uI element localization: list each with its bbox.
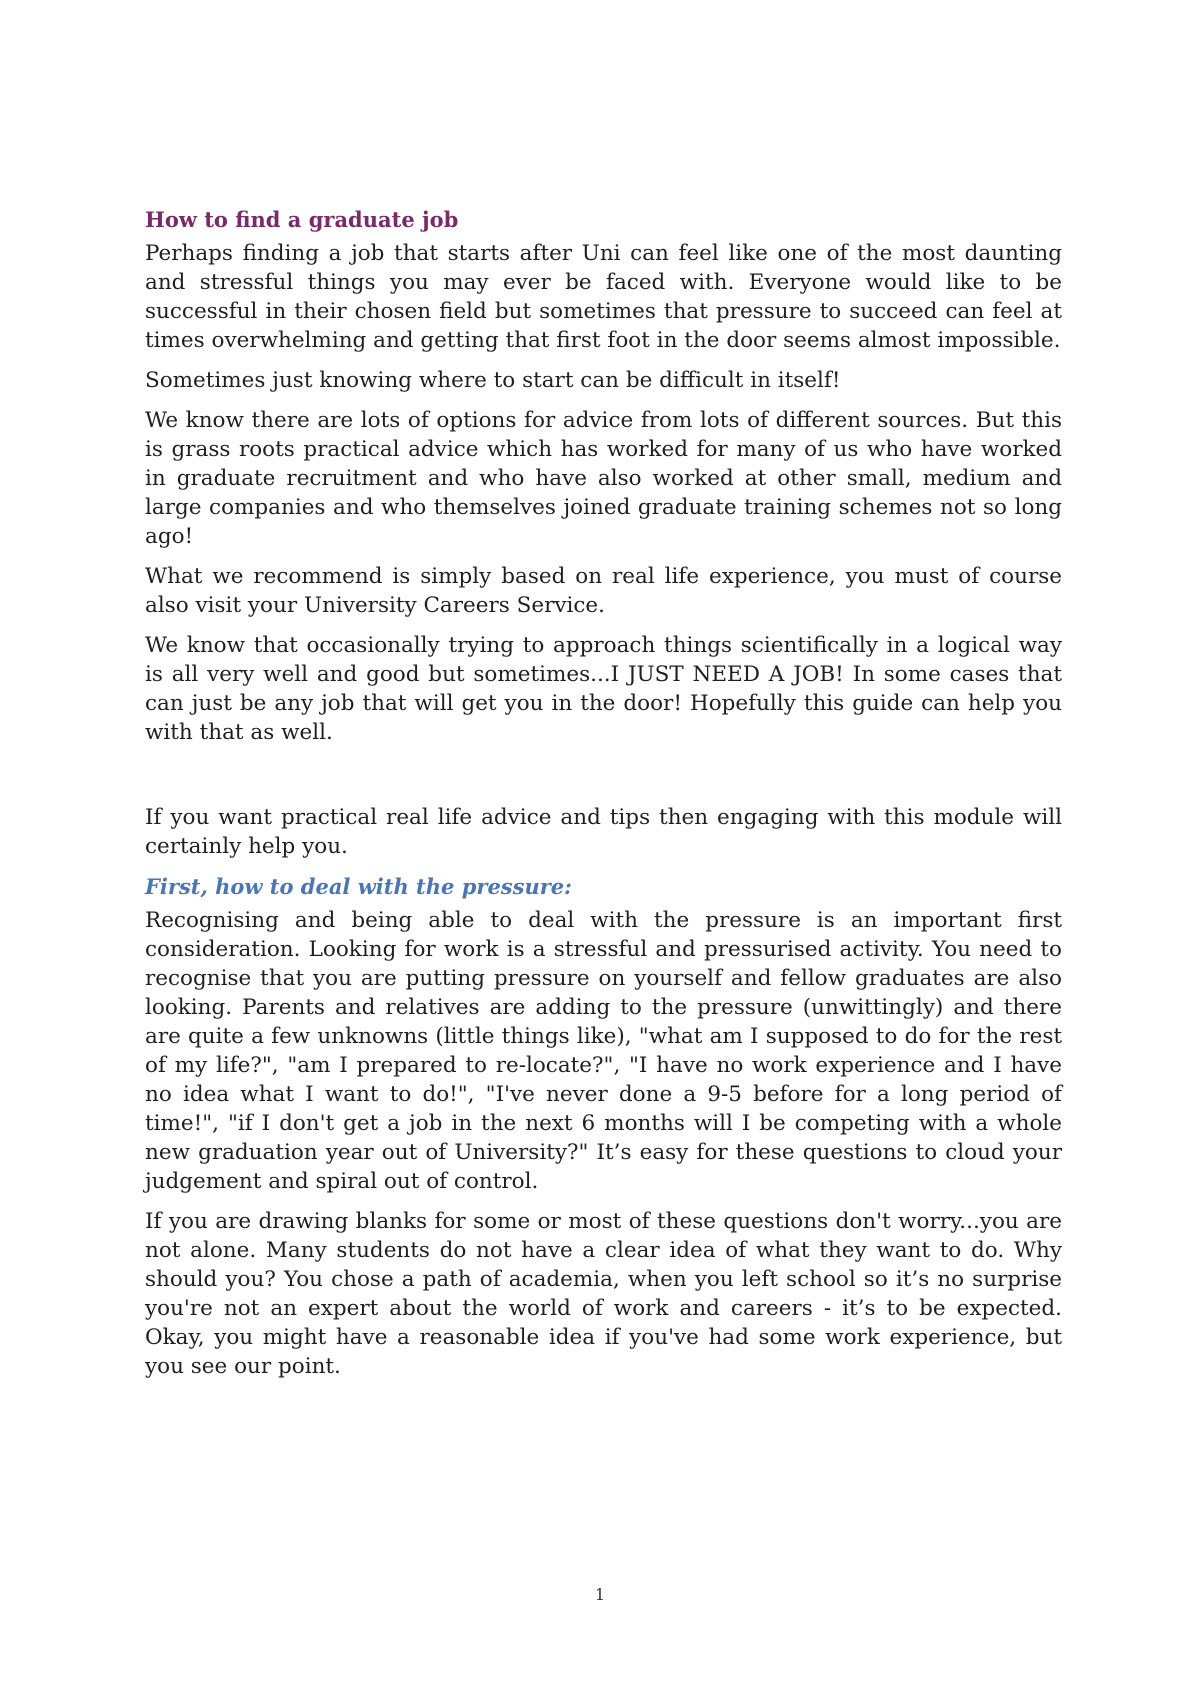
intro-paragraph-5: We know that occasionally trying to approach things scientifically in a logical way is all very well and good but sometimes...I JUST NEED A JOB! In some cases that can just be any job that will get you in the door! Hopefully this guide can help you with that as well. — [145, 633, 1062, 745]
intro-paragraph-1: Perhaps finding a job that starts after Uni can feel like one of the most daunting and stressful things you may ever be faced with. Everyone would like to be successful in their chosen field but sometimes that pressure to succeed can feel at times overwhelming and getting that first foot in the door seems almost impossible. — [145, 241, 1062, 353]
page-number: 1 — [594, 1585, 606, 1604]
paragraph-spacer — [145, 758, 1062, 803]
document-title: How to find a graduate job — [145, 207, 459, 232]
intro-paragraph-2: Sometimes just knowing where to start can be difficult in itself! — [145, 368, 841, 393]
document-page — [145, 205, 1062, 1392]
intro-paragraph-4: What we recommend is simply based on real life experience, you must of course also visit your University Careers Service. — [145, 564, 1062, 618]
intro-paragraph-3: We know there are lots of options for advice from lots of different sources. But this is grass roots practical advice which has worked for many of us who have worked in graduate recruitment and who have also worked at other small, medium and large companies and who themselves joined graduate training schemes not so long ago! — [145, 408, 1062, 549]
pressure-paragraph-1: Recognising and being able to deal with the pressure is an important first consideration. Looking for work is a stressful and pressurised activity. You need to recognise that you are putting pressure on yourself and fellow graduates are also looking. Parents and relatives are adding to the pressure (unwittingly) and there are quite a few unknowns (little things like), "what am I supposed to do for the rest of my life?", "am I prepared to re-locate?", "I have no work experience and I have no idea what I want to do!", "I've never done a 9-5 before for a long period of time!", "if I don't get a job in the next 6 months will I be competing with a whole new graduation year out of University?" It’s easy for these questions to cloud your judgement and spiral out of control. — [145, 908, 1062, 1194]
practical-advice-paragraph: If you want practical real life advice and tips then engaging with this module will certainly help you. — [145, 805, 1062, 859]
pressure-paragraph-2: If you are drawing blanks for some or most of these questions don't worry...you are not alone. Many students do not have a clear idea of what they want to do. Why should you? You chose a path of academia, when you left school so it’s no surprise you're not an expert about the world of work and careers - it’s to be expected. Okay, you might have a reasonable idea if you've had some work experience, but you see our point. — [145, 1209, 1062, 1379]
section-heading: First, how to deal with the pressure: — [145, 874, 572, 899]
